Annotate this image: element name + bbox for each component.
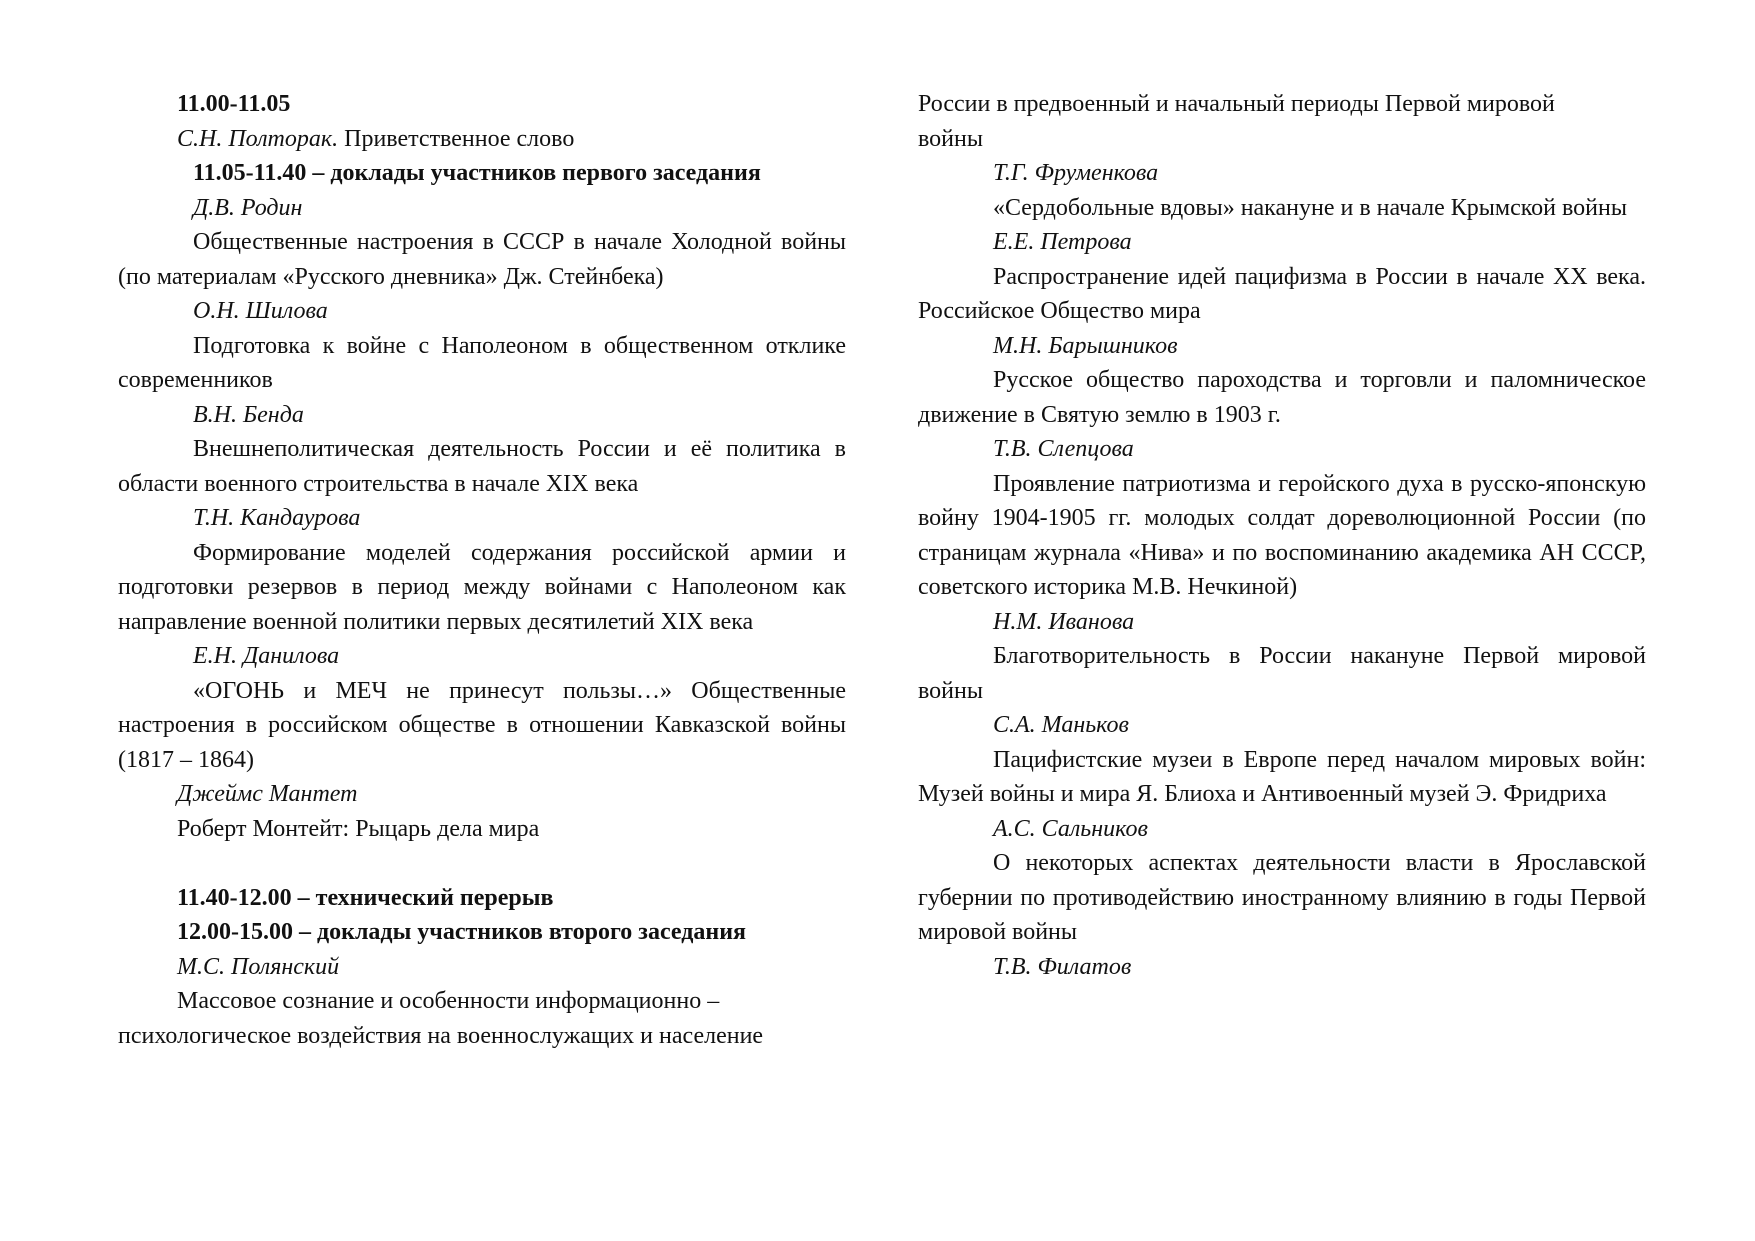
talk-author: Т.В. Слепцова xyxy=(993,436,1134,462)
talk-title: Общественные настроения в СССР в начале Холодной войны (по материалам «Русского дневника» Дж. Стейнбека) xyxy=(118,229,846,290)
talk-title: Русское общество пароходства и торговли и паломническое движение в Святую землю в 1903 г. xyxy=(918,367,1646,428)
opening-time: 11.00-11.05 xyxy=(177,91,291,117)
talk-title-line: психологическое воздействия на военнослужащих и население xyxy=(118,1022,764,1049)
talk-author: С.А. Маньков xyxy=(993,712,1129,738)
talk-author: Д.В. Родин xyxy=(193,194,303,221)
session1-header: 11.05-11.40 – доклады участников первого заседания xyxy=(193,160,761,186)
talk-title: О некоторых аспектах деятельности власти в Ярославской губернии по противодействию иностранному влиянию в годы Первой мировой войны xyxy=(918,850,1646,945)
talk-title: Пацифистские музеи в Европе перед началом мировых войн: Музей войны и мира Я. Блиоха и Антивоенный музей Э. Фридриха xyxy=(918,746,1646,807)
session2-header: 12.00-15.00 – доклады участников второго заседания xyxy=(177,919,747,945)
talk-title: Благотворительность в России накануне Первой мировой войны xyxy=(918,643,1646,704)
talk-author: О.Н. Шилова xyxy=(193,298,328,324)
opening-speaker: С.Н. Полторак. xyxy=(177,125,339,152)
talk-author: Т.Н. Кандаурова xyxy=(193,505,361,531)
opening-title: Приветственное слово xyxy=(344,125,575,152)
break-header: 11.40-12.00 – технический перерыв xyxy=(177,884,554,911)
talk-title-line: Массовое сознание и особенности информационно – xyxy=(177,988,720,1014)
talk-title: Подготовка к войне с Наполеоном в общественном отклике современников xyxy=(118,332,846,393)
continued-title-line: войны xyxy=(918,125,983,152)
talk-title: «ОГОНЬ и МЕЧ не принесут пользы…» Общественные настроения в российском обществе в отношении Кавказской войны (1817 – 1864) xyxy=(118,677,846,773)
talk-title: Проявление патриотизма и геройского духа в русско-японскую войну 1904-1905 гг. молодых солдат дореволюционной России (по страницам журнала «Нива» и по воспоминанию академика АН СССР, советского историка М.В. Нечкиной) xyxy=(918,470,1646,600)
talk-title-mantet: Роберт Монтейт: Рыцарь дела мира xyxy=(177,815,540,842)
talk-title: Внешнеполитическая деятельность России и её политика в области военного строительства в начале XIX века xyxy=(118,436,846,497)
talk-author: М.Н. Барышников xyxy=(993,332,1178,359)
talk-title: Распространение идей пацифизма в России в начале XX века. Российское Общество мира xyxy=(918,263,1646,324)
continued-title-line: России в предвоенный и начальный периоды Первой мировой xyxy=(918,91,1555,117)
talk-author: А.С. Сальников xyxy=(993,815,1148,842)
talk-author: Е.Е. Петрова xyxy=(993,229,1132,255)
talk-author: Е.Н. Данилова xyxy=(193,643,340,669)
right-column xyxy=(918,87,1646,984)
left-column xyxy=(118,87,846,1053)
spacer xyxy=(118,846,846,881)
talk-author: Т.Г. Фруменкова xyxy=(993,160,1159,186)
talk-author-mantet: Джеймс Мантет xyxy=(177,781,358,807)
talk-title: Формирование моделей содержания российской армии и подготовки резервов в период между войнами с Наполеоном как направление военной политики первых десятилетий XIX века xyxy=(118,539,846,635)
opening-line xyxy=(118,122,846,157)
talk-author: В.Н. Бенда xyxy=(193,401,304,428)
talk-author: Н.М. Иванова xyxy=(993,608,1135,635)
talk-author: Т.В. Филатов xyxy=(993,953,1132,980)
talk-author: М.С. Полянский xyxy=(177,953,340,980)
talk-title: «Сердобольные вдовы» накануне и в начале Крымской войны xyxy=(993,194,1627,221)
